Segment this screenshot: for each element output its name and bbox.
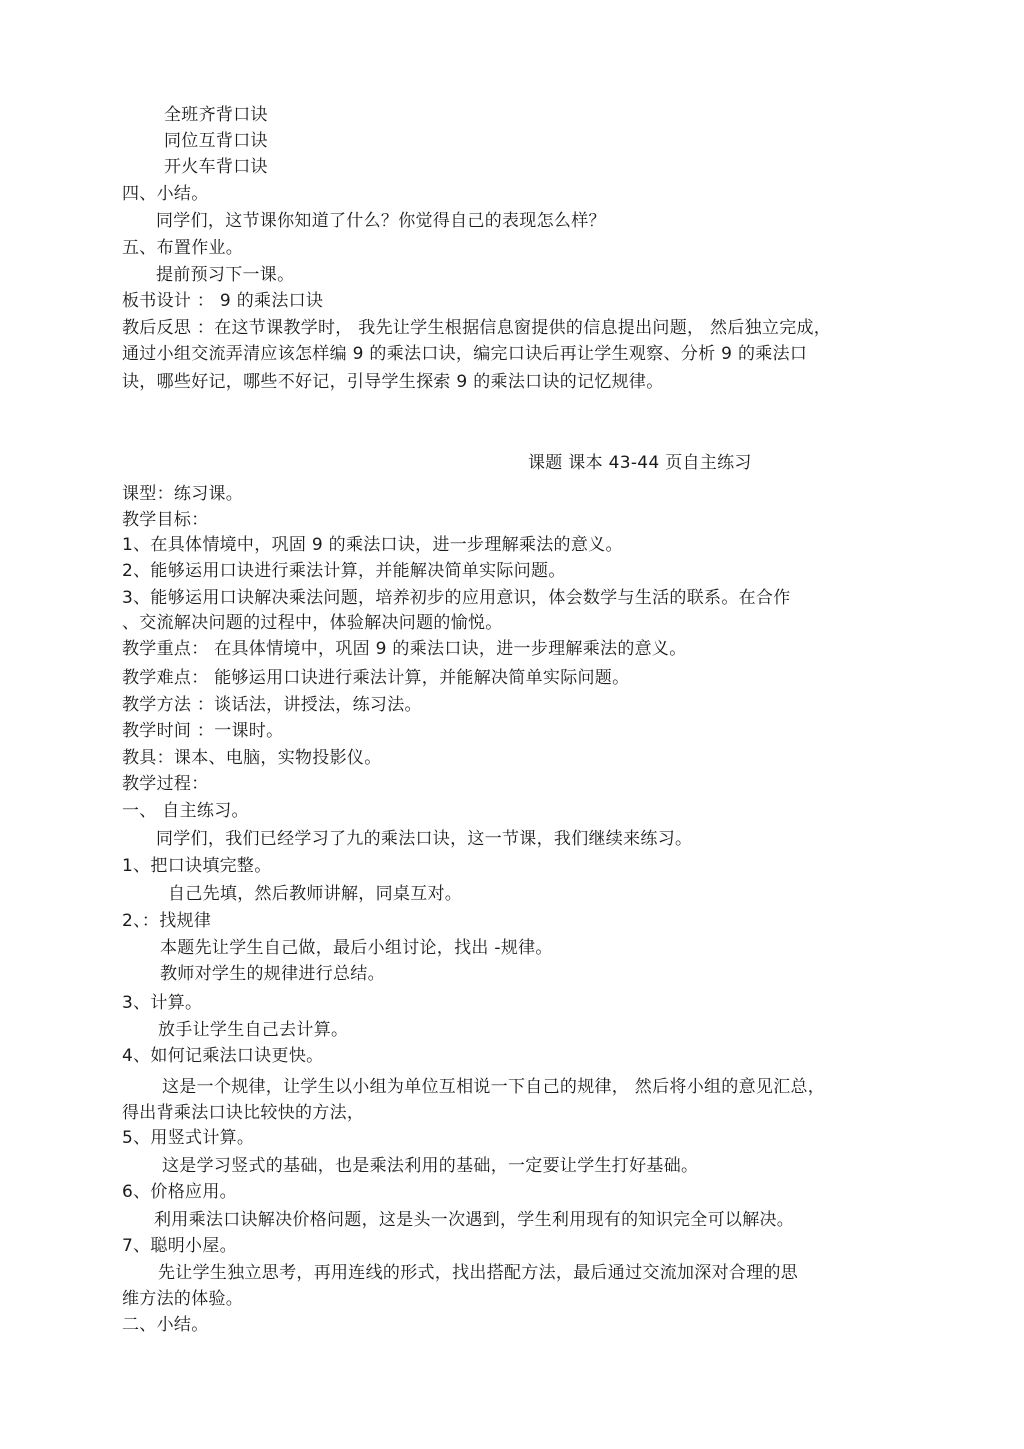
section-heading: 五、布置作业。	[122, 238, 244, 258]
text-line: 、交流解决问题的过程中，体验解决问题的愉悦。	[122, 613, 503, 633]
text-line: 放手让学生自己去计算。	[158, 1020, 349, 1040]
text-line: 自己先填，然后教师讲解，同桌互对。	[168, 884, 463, 904]
text-line: 先让学生独立思考，再用连线的形式，找出搭配方法，最后通过交流加深对合理的思	[158, 1263, 799, 1283]
text-line: 3、能够运用口诀解决乘法问题，培养初步的应用意识，体会数学与生活的联系。在合作	[122, 588, 791, 608]
list-item: 2、：找规律	[122, 911, 212, 931]
text-line: 开火车背口诀	[164, 157, 268, 177]
text-line: 教后反思 ：在这节课教学时， 我先让学生根据信息窗提供的信息提出问题， 然后独立完成，	[122, 318, 832, 338]
section-heading: 四、小结。	[122, 184, 209, 204]
text-line: 教具：课本、电脑，实物投影仪。	[122, 748, 382, 768]
text-line: 利用乘法口诀解决价格问题，这是头一次遇到，学生利用现有的知识完全可以解决。	[154, 1210, 795, 1230]
text-line: 诀，哪些好记，哪些不好记，引导学生探索 9 的乘法口诀的记忆规律。	[122, 372, 664, 392]
section-heading: 二、小结。	[122, 1315, 209, 1335]
text-line: 板书设计 ： 9 的乘法口诀	[122, 291, 324, 311]
text-line: 这是一个规律，让学生以小组为单位互相说一下自己的规律， 然后将小组的意见汇总，	[162, 1077, 826, 1097]
list-item: 3、计算。	[122, 993, 203, 1013]
text-line: 教学时间 ：一课时。	[122, 721, 284, 741]
text-line: 这是学习竖式的基础，也是乘法利用的基础，一定要让学生打好基础。	[162, 1156, 699, 1176]
text-line: 通过小组交流弄清应该怎样编 9 的乘法口诀，编完口诀后再让学生观察、分析 9 的乘法口	[122, 344, 808, 364]
text-line: 全班齐背口诀	[164, 105, 268, 125]
text-line: 维方法的体验。	[122, 1289, 244, 1309]
text-line: 教学方法 ：谈话法，讲授法，练习法。	[122, 695, 422, 715]
list-item: 5、用竖式计算。	[122, 1128, 255, 1148]
text-line: 2、能够运用口诀进行乘法计算，并能解决简单实际问题。	[122, 561, 566, 581]
section-heading: 教学目标：	[122, 510, 209, 530]
text-line: 教学重点： 在具体情境中，巩固 9 的乘法口诀，进一步理解乘法的意义。	[122, 639, 687, 659]
list-item: 1、把口诀填完整。	[122, 856, 272, 876]
text-line: 课型：练习课。	[122, 484, 244, 504]
text-line: 教师对学生的规律进行总结。	[160, 964, 385, 984]
text-line: 同学们，我们已经学习了九的乘法口诀，这一节课，我们继续来练习。	[156, 829, 693, 849]
lesson-title: 课题 课本 43-44 页自主练习	[528, 453, 752, 473]
text-line: 提前预习下一课。	[156, 265, 295, 285]
text-line: 1、在具体情境中，巩固 9 的乘法口诀，进一步理解乘法的意义。	[122, 535, 623, 555]
text-line: 得出背乘法口诀比较快的方法，	[122, 1103, 365, 1123]
section-heading: 一、 自主练习。	[122, 801, 249, 821]
text-line: 教学难点： 能够运用口诀进行乘法计算，并能解决简单实际问题。	[122, 668, 630, 688]
section-heading: 教学过程：	[122, 774, 209, 794]
text-line: 同位互背口诀	[164, 131, 268, 151]
list-item: 4、如何记乘法口诀更快。	[122, 1046, 324, 1066]
list-item: 7、聪明小屋。	[122, 1236, 237, 1256]
text-line: 本题先让学生自己做，最后小组讨论，找出 -规律。	[160, 938, 553, 958]
text-line: 同学们，这节课你知道了什么？你觉得自己的表现怎么样？	[156, 211, 606, 231]
list-item: 6、价格应用。	[122, 1182, 237, 1202]
